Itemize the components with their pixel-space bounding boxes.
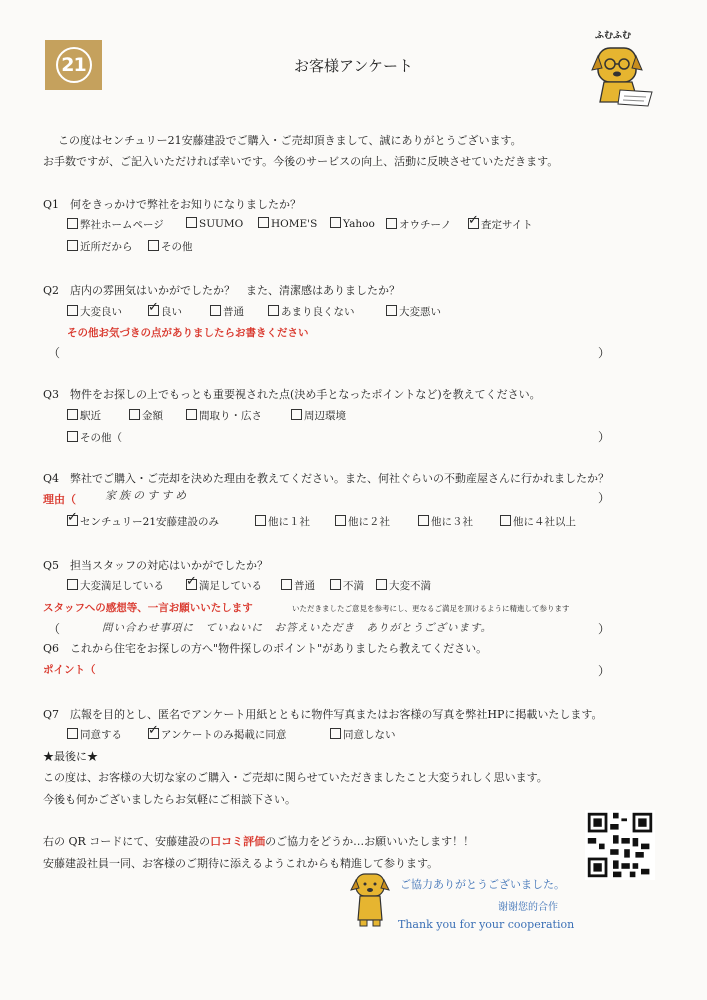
checkbox-checked[interactable] [186,579,197,590]
checkbox-checked[interactable] [148,728,159,739]
closing-line-2: 今後も何かございましたらお気軽にご相談下さい。 [43,793,296,806]
q7-question: Q7 広報を目的とし、匿名でアンケート用紙とともに物件写真またはお客様の写真を弊社HPに掲載いたします。 [43,708,603,721]
mascot-dog-icon [350,870,390,930]
close-paren: ） [598,346,611,360]
checkbox[interactable] [386,218,397,229]
checkbox[interactable] [268,305,279,316]
q4-question: Q4 弊社でご購入・ご売却を決めた理由を教えてください。また、何社ぐらいの不動産屋さんに行かれましたか？ [43,472,610,485]
checkbox[interactable] [376,579,387,590]
checkbox[interactable] [386,305,397,316]
checkbox[interactable] [148,240,159,251]
close-paren: ） [598,430,611,444]
q4-option-1[interactable]: 他に１社 [255,514,310,529]
q3-option-2[interactable]: 間取り・広さ [186,408,262,423]
q3-option-3[interactable]: 周辺環境 [291,408,346,423]
q4-option-4[interactable]: 他に４社以上 [500,514,576,529]
q1-option-1[interactable]: SUUMO [186,217,243,230]
q7-option-2[interactable]: 同意しない [330,727,396,742]
checkbox[interactable] [291,409,302,420]
q5-option-4[interactable]: 大変不満 [376,578,431,593]
open-paren: （ [48,346,61,360]
q2-option-1[interactable]: ✓ 良い [148,304,182,319]
q5-option-1[interactable]: ✓ 満足している [186,578,262,593]
checkbox[interactable] [418,515,429,526]
checkbox[interactable] [500,515,511,526]
checkbox-checked[interactable] [468,218,479,229]
q3-question: Q3 物件をお探しの上でもっとも重要視された点(決め手となったポイントなど)を教えてください。 [43,388,541,401]
checkbox[interactable] [186,409,197,420]
thanks-english: Thank you for your cooperation [398,918,575,931]
q3-option-4[interactable]: その他（ [67,430,122,445]
page-title: お客様アンケート [293,57,414,75]
q2-option-4[interactable]: 大変悪い [386,304,441,319]
thanks-japanese: ご協力ありがとうございました。 [400,878,565,891]
q2-option-0[interactable]: 大変良い [67,304,122,319]
q2-prompt: その他お気づきの点がありましたらお書きください [67,327,309,339]
qr-request: 右の QR コードにて、安藤建設の口コミ評価のご協力をどうか…お願いいたします！！ [43,835,475,848]
close-paren: ） [598,664,611,678]
checkbox[interactable] [258,217,269,228]
mascot-reading-icon [590,40,660,110]
q1-question [43,196,301,212]
checkbox[interactable] [67,305,78,316]
intro-line-1: この度はセンチュリー21安藤建設でご購入・ご売却頂きまして、誠にありがとうございます。 [58,134,522,147]
q5-note: いただきましたご意見を参考にし、更なるご満足を頂けるように精進して参ります [292,604,570,613]
q2-option-3[interactable]: あまり良くない [268,304,355,319]
intro-line-2: お手数ですが、ご記入いただければ幸いです。今後のサービスの向上、活動に反映させていただきます。 [43,155,559,168]
checkbox-checked[interactable] [67,515,78,526]
q5-option-3[interactable]: 不満 [330,578,364,593]
q4-reason-label: 理由（ [43,493,76,506]
q7-option-0[interactable]: 同意する [67,727,122,742]
checkbox[interactable] [67,728,78,739]
q1-option-0[interactable]: 弊社ホームページ [67,217,164,232]
q6-prompt: ポイント（ [43,664,96,676]
closing-heading: ★最後に★ [43,750,98,763]
thanks-chinese: 谢谢您的合作 [498,902,558,913]
checkbox[interactable] [330,217,341,228]
q1-text: 何をきっかけで弊社をお知りになりましたか？ [70,198,302,211]
checkbox[interactable] [67,409,78,420]
checkbox[interactable] [186,217,197,228]
q1-option-7[interactable]: その他 [148,239,193,254]
mascot-caption: ふむふむ [595,31,632,41]
closing-final: 安藤建設社員一同、お客様のご期待に添えるようこれからも精進して参ります。 [43,857,439,870]
q4-option-0[interactable]: ✓センチュリー21安藤建設のみ [67,514,219,529]
q6-question: Q6 これから住宅をお探しの方へ"物件探しのポイント"がありましたら教えてください。 [43,642,488,655]
close-paren: ） [598,491,611,505]
q4-reason-answer[interactable]: 家族のすすめ [105,489,190,502]
q5-prompt: スタッフへの感想等、一言お願いいたします [43,602,253,614]
q3-option-1[interactable]: 金額 [129,408,163,423]
checkbox[interactable] [129,409,140,420]
checkbox[interactable] [67,240,78,251]
qr-code-icon[interactable] [585,810,655,880]
checkbox-checked[interactable] [148,305,159,316]
checkbox[interactable] [255,515,266,526]
checkbox[interactable] [330,728,341,739]
q1-option-5[interactable]: ✓ 査定サイト [468,217,533,232]
checkbox[interactable] [281,579,292,590]
q1-option-3[interactable]: Yahoo [330,217,375,230]
logo-mark: 21 [56,47,92,83]
q3-option-0[interactable]: 駅近 [67,408,101,423]
closing-line-1: この度は、お客様の大切な家のご購入・ご売却に関らせていただきましたこと大変うれしく思います。 [43,771,548,784]
review-emphasis: 口コミ評価 [210,835,266,848]
checkbox[interactable] [330,579,341,590]
q5-option-2[interactable]: 普通 [281,578,315,593]
open-paren: （ [48,622,61,636]
checkbox[interactable] [67,218,78,229]
q1-option-4[interactable]: オウチーノ [386,217,451,232]
q7-option-1[interactable]: ✓ アンケートのみ掲載に同意 [148,727,286,742]
checkbox[interactable] [67,579,78,590]
q4-option-2[interactable]: 他に２社 [335,514,390,529]
checkbox[interactable] [210,305,221,316]
q5-question: Q5 担当スタッフの対応はいかがでしたか？ [43,559,269,572]
q2-question: Q2 店内の雰囲気はいかがでしたか？ また、清潔感はありましたか？ [43,284,401,297]
q2-option-2[interactable]: 普通 [210,304,244,319]
checkbox[interactable] [67,431,78,442]
q5-answer[interactable]: 問い合わせ事項に ていねいに お答えいただき ありがとうございます。 [102,622,493,634]
q1-option-2[interactable]: HOME'S [258,217,317,230]
q1-option-6[interactable]: 近所だから [67,239,133,254]
close-paren: ） [598,622,611,636]
checkbox[interactable] [335,515,346,526]
q1-number: Q1 [43,198,60,211]
q4-option-3[interactable]: 他に３社 [418,514,473,529]
q5-option-0[interactable]: 大変満足している [67,578,164,593]
